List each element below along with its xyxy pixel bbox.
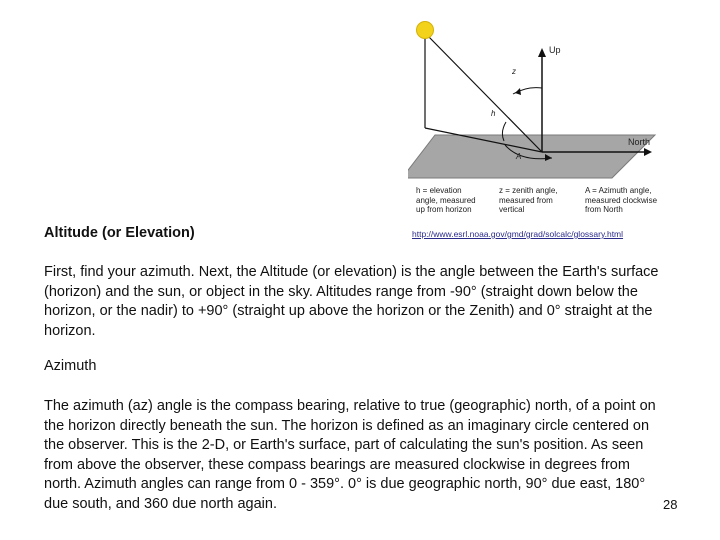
heading-azimuth: Azimuth: [44, 358, 97, 374]
caption-azimuth: A = Azimuth angle, measured clockwise from North: [585, 186, 658, 214]
sun-icon: [417, 22, 434, 39]
page-number: 28: [663, 497, 678, 512]
heading-altitude: Altitude (or Elevation): [44, 225, 195, 241]
azimuth-paragraph: The azimuth (az) angle is the compass bearing, relative to true (geographic) north, of a point on the horizon directly beneath the sun. The horizon is defined as an imaginary circle centered on the observer. This is the 2-D, or Earth's surface, part of calculating the sun's position. As seen from above the observer, these compass bearings are measured clockwise in degrees from north. Azimuth angles can range from 0 - 359°. 0° is due geographic north, 90° due east, 180° due south, and 360 due north again.: [44, 398, 656, 512]
caption-zenith: z = zenith angle, measured from vertical: [499, 186, 558, 214]
label-azimuth: A: [516, 152, 522, 161]
caption-elevation: h = elevation angle, measured up from horizon: [416, 186, 476, 214]
source-link[interactable]: http://www.esrl.noaa.gov/gmd/grad/solcalc/glossary.html: [412, 229, 624, 239]
label-elevation: h: [491, 109, 496, 118]
label-zenith: z: [512, 67, 516, 76]
label-north: North: [628, 137, 651, 147]
altitude-paragraph: First, find your azimuth. Next, the Altitude (or elevation) is the angle between the Earth's surface (horizon) and the sun, or object in the sky. Altitudes range from -90° (straight down below the horizon, or the nadir) to +90° (straight up above the horizon or the Zenith) and 0° straight at the horizon.: [44, 264, 659, 339]
label-up: Up: [549, 45, 561, 55]
